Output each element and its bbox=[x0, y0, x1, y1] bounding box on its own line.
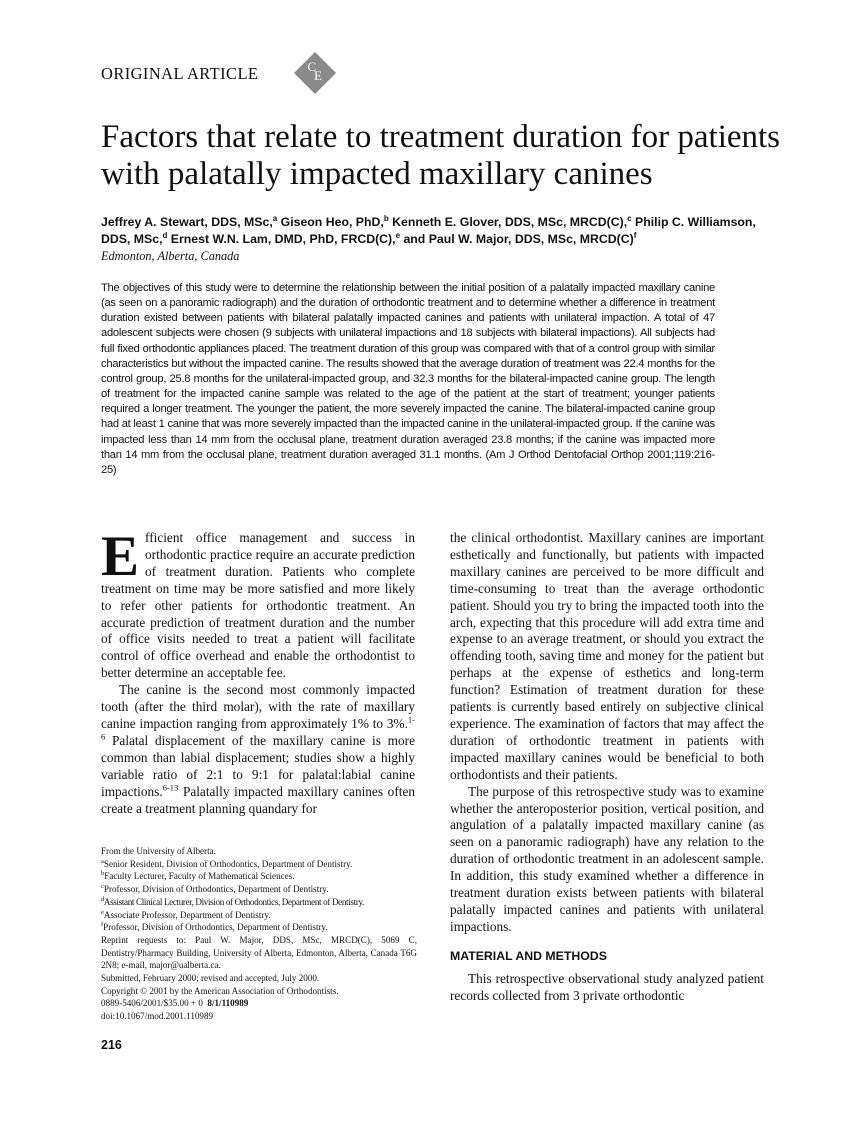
author-name: Philip C. Williamson, DDS, MSc, bbox=[101, 215, 756, 246]
footnote-mark: b bbox=[101, 870, 105, 878]
author-name: and Paul W. Major, DDS, MSc, MRCD(C) bbox=[400, 232, 634, 246]
footnote-mark: a bbox=[101, 857, 104, 865]
paragraph-text: fficient office management and success in orthodontic practice require an accurate prediction of treatment duration. Patients who complete treatment on time may be more satisfied and more likely to refer other patients for orthodontic treatment. An accurate prediction of treatment duration and the number of office visits needed to treat a patient will facilitate control of office overhead and enable the orthodontist to better determine an acceptable fee. bbox=[101, 530, 415, 681]
ce-diamond-icon bbox=[293, 51, 337, 95]
footnote bbox=[101, 896, 417, 909]
submission-dates: Submitted, February 2000; revised and accepted, July 2000. bbox=[101, 973, 320, 984]
body-column-right bbox=[450, 530, 764, 1004]
reference-mark: 1-6 bbox=[101, 714, 415, 742]
affiliation-mark: c bbox=[627, 213, 632, 223]
footnote bbox=[101, 883, 417, 896]
author-name: Jeffrey A. Stewart, DDS, MSc, bbox=[101, 215, 273, 229]
footnote-text: Senior Resident, Division of Orthodontics, Department of Dentistry. bbox=[103, 858, 353, 869]
article-title: Factors that relate to treatment duration for patients with palatally impacted maxillary canines bbox=[101, 119, 781, 192]
badge-letter-c: C bbox=[307, 59, 317, 74]
footnote-text: Faculty Lecturer, Faculty of Mathematical Sciences. bbox=[104, 871, 295, 882]
footnote bbox=[101, 858, 417, 871]
body-paragraph: the clinical orthodontist. Maxillary canines are important esthetically and functionally, but patients with impacted maxillary canines are perceived to be more difficult and time-consuming to treat than the average orthodontic patient. Should you try to bring the impacted tooth into the arch, expecting that this procedure will add extra time and expense to an average treatment, or should you extract the offending tooth, saving time and money for the patient but perhaps at the expense of esthetics and long-term function? Estimation of treatment duration for these patients is currently based entirely on subjective clinical experience. The examination of factors that may affect the duration of orthodontic treatment in patients with impacted maxillary canines would be beneficial to both orthodontists and their patients. bbox=[450, 530, 764, 782]
issn-code: 8/1/110989 bbox=[207, 998, 249, 1009]
affiliation-mark: a bbox=[272, 213, 278, 223]
ce-badge bbox=[293, 51, 337, 95]
section-heading: MATERIAL AND METHODS bbox=[450, 948, 607, 963]
author-location: Edmonton, Alberta, Canada bbox=[101, 249, 240, 263]
author-name: Ernest W.N. Lam, DMD, PhD, FRCD(C), bbox=[167, 232, 396, 246]
issn-text: 0889-5406/2001/$35.00 + 0 bbox=[101, 998, 208, 1009]
body-column-left bbox=[101, 525, 415, 817]
footnote-mark: c bbox=[101, 883, 104, 891]
body-paragraph bbox=[101, 525, 415, 682]
reference-mark: 6-13 bbox=[162, 782, 179, 793]
footnote bbox=[101, 921, 417, 934]
copyright: Copyright © 2001 by the American Association of Orthodontists. bbox=[101, 985, 339, 996]
body-paragraph: The purpose of this retrospective study was to examine whether the anteroposterior position, vertical position, and angulation of a palatally impacted maxillary canine (as seen on a panoramic radiograph) have any relation to the duration of orthodontic treatment in an adolescent sample. In addition, this study examined whether a difference in treatment duration exists between patients with bilateral palatally impacted canines and patients with unilateral impactions. bbox=[450, 783, 764, 934]
footnote-text: Professor, Division of Orthodontics, Department of Dentistry. bbox=[103, 884, 329, 895]
page-number: 216 bbox=[101, 1038, 122, 1052]
issn bbox=[101, 997, 417, 1010]
drop-cap: E bbox=[101, 525, 140, 588]
footnote-mark: f bbox=[101, 921, 104, 929]
reprint-requests: Reprint requests to: Paul W. Major, DDS, MSc, MRCD(C), 5069 C, Dentistry/Pharmacy Building, University of Alberta, Edmonton, Alberta, Canada T6G 2N8; e-mail, major@ualberta.ca. bbox=[101, 934, 417, 971]
badge-letter-e: E bbox=[314, 68, 322, 83]
affiliation-mark: d bbox=[162, 230, 168, 240]
footnote-text: Assistant Clinical Lecturer, Division of Orthodontics, Department of Dentistry. bbox=[103, 896, 364, 907]
footnote-text: Professor, Division of Orthodontics, Department of Dentistry. bbox=[103, 922, 328, 933]
paragraph-text: The canine is the second most commonly impacted tooth (after the third molar), with the rate of maxillary canine impaction ranging from approximately 1% to 3%. bbox=[101, 682, 415, 731]
footnotes bbox=[101, 845, 417, 1023]
affiliation-mark: b bbox=[383, 213, 389, 223]
author-list bbox=[101, 214, 781, 248]
footnote bbox=[101, 909, 417, 922]
footnote-mark: e bbox=[101, 908, 104, 916]
author-name: Kenneth E. Glover, DDS, MSc, MRCD(C), bbox=[388, 215, 628, 229]
affiliation-mark: e bbox=[395, 230, 401, 240]
body-paragraph bbox=[101, 682, 415, 817]
section-label: ORIGINAL ARTICLE bbox=[101, 64, 259, 83]
doi: doi:10.1067/mod.2001.110989 bbox=[101, 1011, 214, 1022]
footnote bbox=[101, 870, 417, 883]
abstract: The objectives of this study were to determine the relationship between the initial position of a palatally impacted maxillary canine (as seen on a panoramic radiograph) and the duration of orthodontic treatment and to determine whether a difference in treatment duration existed between patients with bilateral palatally impacted canines and patients with unilateral impaction. A total of 47 adolescent subjects were chosen (9 subjects with unilateral impactions and 18 subjects with bilateral impactions). All subjects had full fixed orthodontic appliances placed. The treatment duration of this group was compared with that of a control group with similar characteristics but without the impacted canine. The results showed that the average duration of treatment was 22.4 months for the control group, 25.8 months for the unilateral-impacted group, and 32.3 months for the bilateral-impacted canine group. The length of treatment for the impacted canine sample was related to the age of the patient at the start of treatment; younger patients required a longer treatment. The younger the patient, the more severely impacted the canine. The bilateral-impacted canine group had at least 1 canine that was more severely impacted than the impacted canine in the unilateral-impacted group. If the canine was impacted less than 14 mm from the occlusal plane, treatment duration averaged 23.8 months; if the canine was impacted more than 14 mm from the occlusal plane, treatment duration averaged 31.1 months. (Am J Orthod Dentofacial Orthop 2001;119:216-25) bbox=[101, 282, 715, 476]
paragraph-text: Palatal displacement of the maxillary canine is more common than labial displacement; studies show a highly variable ratio of 2:1 to 9:1 for palatal:labial canine impactions. bbox=[101, 732, 415, 799]
body-paragraph: This retrospective observational study analyzed patient records collected from 3 private orthodontic bbox=[450, 970, 764, 1003]
footnote-mark: d bbox=[101, 895, 104, 903]
affiliation-mark: f bbox=[633, 230, 637, 240]
paragraph-text: Palatally impacted maxillary canines often create a treatment planning quandary for bbox=[101, 783, 415, 816]
author-name: Giseon Heo, PhD, bbox=[277, 215, 384, 229]
footnote-text: Associate Professor, Department of Dentistry. bbox=[103, 909, 271, 920]
footnote: From the University of Alberta. bbox=[101, 846, 216, 856]
